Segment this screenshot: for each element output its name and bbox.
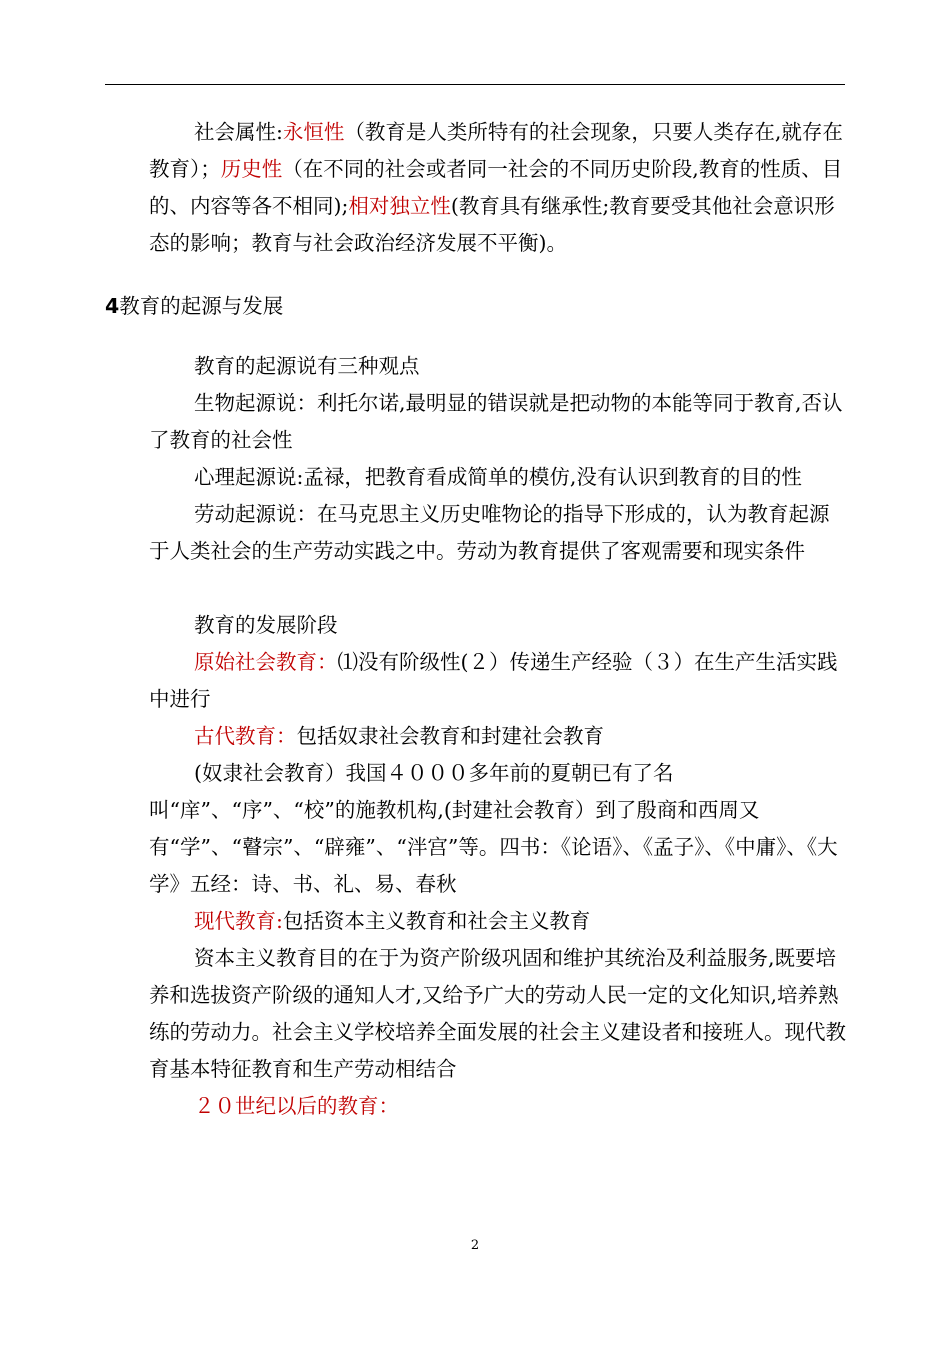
stage-modern-label: 现代教育: [194, 909, 283, 933]
stage-primitive-label: 原始社会教育： [194, 650, 338, 674]
social-attributes-paragraph: 社会属性:永恒性（教育是人类所特有的社会现象，只要人类存在,就存在教育）；历史性（在不同的社会或者同一社会的不同历史阶段,教育的性质、目的、内容等各不相同);相对独立性(教育具有继承性;教育要受其他社会意识形态的影响；教育与社会政治经济发展不平衡)。 [149, 120, 843, 255]
stage-primitive: 原始社会教育：⑴没有阶级性(２）传递生产经验（３）在生产生活实践中进行 [149, 650, 838, 711]
term-eternity: 永恒性 [282, 120, 345, 144]
term-relative-independence: 相对独立性 [348, 194, 451, 218]
stage-modern: 现代教育:包括资本主义教育和社会主义教育 [194, 909, 591, 933]
stage-ancient-detail: (奴隶社会教育）我国４０００多年前的夏朝已有了名叫“庠”、“序”、“校”的施教机构,(封建社会教育）到了殷商和西周又有“学”、“瞽宗”、“辟雍”、“泮宫”等。四书：《论语》、《孟子》、《中庸》、《大学》五经：诗、书、礼、易、春秋 [149, 761, 838, 896]
stage-ancient-label: 古代教育： [194, 724, 297, 748]
origin-and-stages [149, 348, 849, 1125]
section-title: 教育的起源与发展 [119, 294, 284, 318]
section-number: 4 [105, 294, 120, 318]
term-historicity: 历史性 [220, 157, 283, 181]
stages-title: 教育的发展阶段 [194, 613, 338, 637]
origin-biological: 生物起源说：利托尔诺,最明显的错误就是把动物的本能等同于教育,否认了教育的社会性 [149, 391, 843, 452]
origin-psychological: 心理起源说:孟禄，把教育看成简单的模仿,没有认识到教育的目的性 [194, 465, 802, 489]
section-heading [105, 288, 283, 325]
origin-labor: 劳动起源说：在马克思主义历史唯物论的指导下形成的，认为教育起源于人类社会的生产劳动实践之中。劳动为教育提供了客观需要和现实条件 [149, 502, 830, 563]
header-rule [105, 84, 845, 85]
origin-title: 教育的起源说有三种观点 [194, 354, 420, 378]
stage-ancient: 古代教育：包括奴隶社会教育和封建社会教育 [194, 724, 604, 748]
page-number: 2 [470, 1238, 480, 1253]
stage-modern-detail: 资本主义教育目的在于为资产阶级巩固和维护其统治及利益服务,既要培养和选拔资产阶级的通知人才,又给予广大的劳动人民一定的文化知识,培养熟练的劳动力。社会主义学校培养全面发展的社会主义建设者和接班人。现代教育基本特征教育和生产劳动相结合 [149, 946, 846, 1081]
attr-intro: 社会属性: [194, 120, 283, 144]
stage-20th-century [149, 1088, 849, 1125]
stage-20th-century-label: ２０世纪以后的教育： [194, 1094, 399, 1118]
